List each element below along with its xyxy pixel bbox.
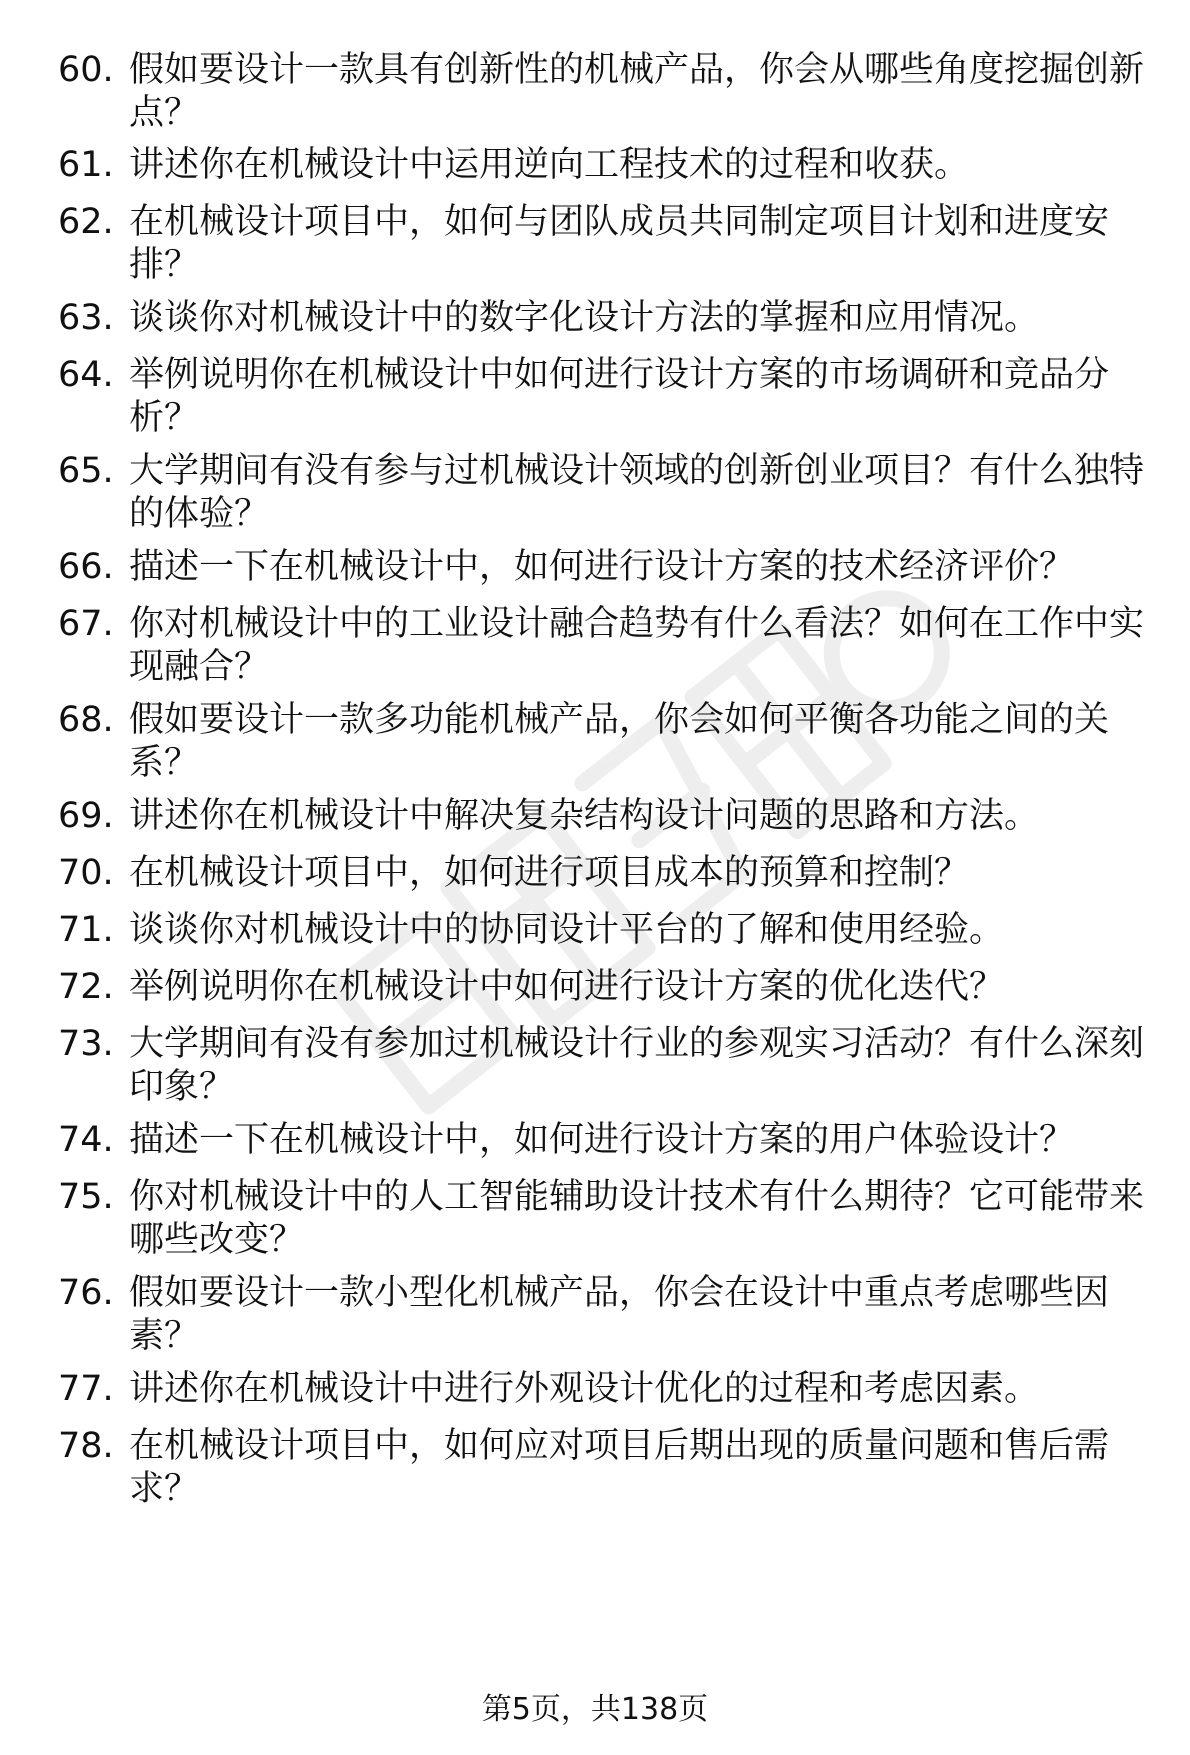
question-text: 假如要设计一款多功能机械产品，你会如何平衡各功能之间的关系？ xyxy=(129,700,1110,783)
question-number: 76. xyxy=(58,1273,114,1313)
question-number: 71. xyxy=(58,910,114,950)
question-number: 66. xyxy=(58,547,114,587)
question-text: 描述一下在机械设计中，如何进行设计方案的用户体验设计？ xyxy=(129,1120,1075,1160)
question-number: 61. xyxy=(58,145,114,185)
question-number: 78. xyxy=(58,1426,114,1466)
question-text: 假如要设计一款具有创新性的机械产品，你会从哪些角度挖掘创新点？ xyxy=(129,50,1145,133)
question-text: 谈谈你对机械设计中的数字化设计方法的掌握和应用情况。 xyxy=(129,298,1040,338)
question-number: 70. xyxy=(58,853,114,893)
question-number: 68. xyxy=(58,700,114,740)
question-number: 67. xyxy=(58,604,114,644)
question-text: 在机械设计项目中，如何与团队成员共同制定项目计划和进度安排？ xyxy=(129,202,1110,285)
question-number: 65. xyxy=(58,451,114,491)
question-number: 64. xyxy=(58,355,114,395)
question-number: 75. xyxy=(58,1177,114,1217)
question-text: 讲述你在机械设计中进行外观设计优化的过程和考虑因素。 xyxy=(129,1369,1040,1409)
question-text: 在机械设计项目中，如何进行项目成本的预算和控制？ xyxy=(129,853,970,893)
question-text: 大学期间有没有参与过机械设计领域的创新创业项目？有什么独特的体验？ xyxy=(129,451,1145,534)
question-text: 举例说明你在机械设计中如何进行设计方案的优化迭代？ xyxy=(129,967,1005,1007)
question-number: 69. xyxy=(58,796,114,836)
question-text: 讲述你在机械设计中运用逆向工程技术的过程和收获。 xyxy=(129,145,970,185)
question-text: 在机械设计项目中，如何应对项目后期出现的质量问题和售后需求？ xyxy=(129,1426,1110,1509)
question-number: 73. xyxy=(58,1024,114,1064)
question-text: 假如要设计一款小型化机械产品，你会在设计中重点考虑哪些因素？ xyxy=(129,1273,1110,1356)
question-number: 62. xyxy=(58,202,114,242)
question-text: 举例说明你在机械设计中如何进行设计方案的市场调研和竞品分析？ xyxy=(129,355,1110,438)
question-text: 你对机械设计中的工业设计融合趋势有什么看法？如何在工作中实现融合？ xyxy=(129,604,1145,687)
question-number: 74. xyxy=(58,1120,114,1160)
question-text: 描述一下在机械设计中，如何进行设计方案的技术经济评价？ xyxy=(129,547,1075,587)
question-text: 你对机械设计中的人工智能辅助设计技术有什么期待？它可能带来哪些改变？ xyxy=(129,1177,1145,1260)
question-text: 谈谈你对机械设计中的协同设计平台的了解和使用经验。 xyxy=(129,910,1005,950)
question-text: 讲述你在机械设计中解决复杂结构设计问题的思路和方法。 xyxy=(129,796,1040,836)
question-number: 72. xyxy=(58,967,114,1007)
question-text: 大学期间有没有参加过机械设计行业的参观实习活动？有什么深刻印象？ xyxy=(129,1024,1145,1107)
question-number: 63. xyxy=(58,298,114,338)
page-number: 第5页，共138页 xyxy=(481,1692,709,1727)
question-number: 60. xyxy=(58,50,114,90)
question-number: 77. xyxy=(58,1369,114,1409)
